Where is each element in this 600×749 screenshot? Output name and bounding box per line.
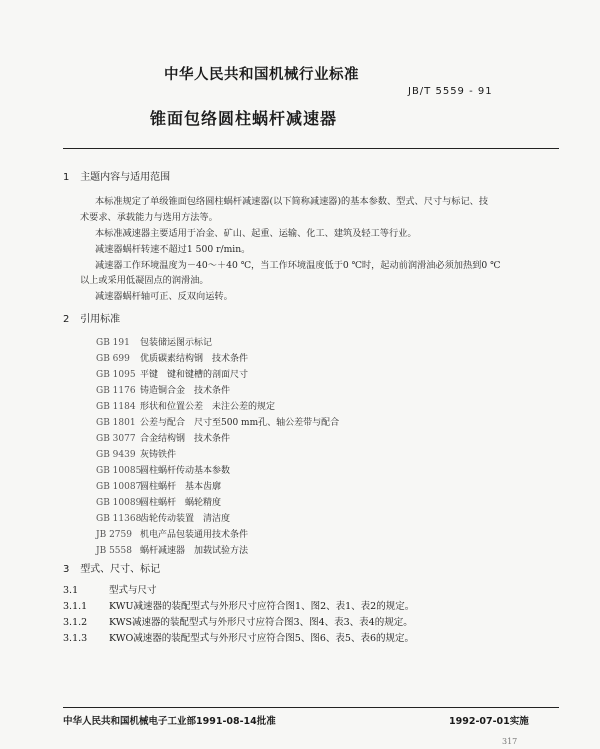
reference-item: GB 699 优质碳素结构钢 技术条件: [96, 354, 249, 364]
reference-item: GB 1176 铸造铜合金 技术条件: [96, 386, 231, 396]
clause-number: 3.1.2: [63, 617, 88, 628]
standard-code: JB/T 5559 - 91: [408, 86, 493, 97]
clause-3-1-3: [63, 630, 414, 644]
section-3-heading: [63, 560, 160, 575]
page-number: 317: [502, 737, 518, 746]
document-title: 锥面包络圆柱蜗杆减速器: [150, 109, 338, 128]
reference-item: GB 3077 合金结构钢 技术条件: [96, 434, 231, 444]
section-3-title: 型式、尺寸、标记: [80, 564, 161, 575]
section-1-heading: [63, 168, 170, 183]
reference-item: JB 5558 蜗杆减速器 加载试验方法: [96, 546, 249, 556]
reference-item: GB 11368齿轮传动装置 清洁度: [96, 514, 231, 524]
issuing-organization: 中华人民共和国机械行业标准: [164, 67, 359, 83]
section-1-number: 1: [63, 172, 70, 183]
section-2-heading: [63, 310, 120, 325]
section-1-para-line: 本标准规定了单级锥面包络圆柱蜗杆减速器(以下简称减速器)的基本参数、型式、尺寸与标记、技: [95, 196, 489, 207]
clause-text: KWU减速器的装配型式与外形尺寸应符合图1、图2、表1、表2的规定。: [109, 601, 415, 612]
section-2-number: 2: [63, 314, 70, 325]
clause-text: KWO减速器的装配型式与外形尺寸应符合图5、图6、表5、表6的规定。: [109, 633, 414, 644]
reference-item: JB 2759 机电产品包装通用技术条件: [96, 530, 249, 540]
approval-date: 中华人民共和国机械电子工业部1991-08-14批准: [63, 716, 276, 727]
reference-item: GB 1184 形状和位置公差 未注公差的规定: [96, 402, 276, 412]
section-3-number: 3: [63, 564, 70, 575]
reference-item: GB 1095 平键 键和键槽的剖面尺寸: [96, 370, 249, 380]
clause-3-1-1: [63, 598, 414, 612]
reference-item: GB 10087圆柱蜗杆 基本齿廓: [96, 482, 222, 492]
effective-date: 1992-07-01实施: [449, 716, 529, 727]
section-1-para-line: 以上或采用低凝固点的润滑油。: [80, 275, 209, 286]
section-1-para-line: 减速器蜗杆转速不超过1 500 r/min。: [95, 244, 251, 255]
section-1-para-line: 术要求、承载能力与选用方法等。: [80, 212, 218, 223]
clause-text: KWS减速器的装配型式与外形尺寸应符合图3、图4、表3、表4的规定。: [109, 617, 413, 628]
clause-text: 型式与尺寸: [109, 585, 157, 596]
section-1-para-line: 减速器工作环境温度为－40～＋40 ℃，当工作环境温度低于0 ℃时，起动前润滑油必须加热到0 ℃: [95, 260, 501, 271]
reference-item: GB 191 包装储运图示标记: [96, 338, 213, 348]
section-1-title: 主题内容与适用范围: [80, 172, 171, 183]
clause-number: 3.1: [63, 585, 79, 596]
header-divider: [63, 148, 559, 149]
reference-item: GB 1801 公差与配合 尺寸至500 mm孔、轴公差带与配合: [96, 418, 340, 428]
reference-item: GB 10085圆柱蜗杆传动基本参数: [96, 466, 231, 476]
clause-3-1-2: [63, 614, 413, 628]
section-1-para-line: 本标准减速器主要适用于冶金、矿山、起重、运输、化工、建筑及轻工等行业。: [95, 228, 417, 239]
clause-number: 3.1.1: [63, 601, 88, 612]
clause-number: 3.1.3: [63, 633, 88, 644]
section-2-title: 引用标准: [80, 314, 121, 325]
reference-item: GB 9439 灰铸铁件: [96, 450, 177, 460]
section-1-para-line: 减速器蜗杆轴可正、反双向运转。: [95, 291, 233, 302]
clause-3-1: [63, 582, 157, 596]
reference-item: GB 10089圆柱蜗杆 蜗轮精度: [96, 498, 222, 508]
footer-divider: [63, 707, 559, 708]
